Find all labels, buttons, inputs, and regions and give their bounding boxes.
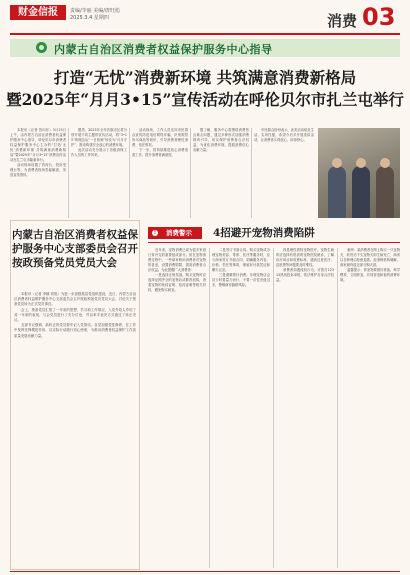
banner-text: 内蒙古自治区消费者权益保护服务中心指导 [54,43,273,56]
event-photo [318,128,400,218]
warning-icon [152,230,158,236]
photo-person-head [356,158,366,168]
paragraph: 活动现场设置了咨询台、投诉受理台等，为消费者现场答疑解惑，发放宣传资料。 [10,163,66,177]
photo-person-figure [328,166,346,218]
alert-rule [148,242,400,243]
headline-line-1: 打造“无忧”消费新环境 共筑满意消费新格局 [53,68,357,87]
headline-line-2: 暨2025年“月月3•15”宣传活动在呼伦贝尔市扎兰屯举行 [6,90,404,109]
main-story-column-4 [193,128,249,218]
photo-person-head [332,158,342,168]
photo-person-figure [376,166,394,218]
paragraph: 下一步，将持续推进放心消费创建工作，提升消费者满意度。 [132,148,188,157]
paragraph: 本报讯（记者 贺向东）3月15日上午，由内蒙古自治区消费者权益保护服务中心指导，呼伦贝尔市消费者权益保护服务中心主办的“打造‘无忧’消费新环境 共筑满意消费新格局”暨2025年“月月3•15”消费宣传活动在扎兰屯市隆重举行。 [10,128,66,162]
column-divider [129,128,130,218]
alert-column-2 [212,248,270,568]
paragraph: 据悉，2025年全年各旗市区将分别开展不同主题的宣传活动，将“3•15”的理念从“一日热闹”转变为“月月守护”，推动构建安全放心的消费环境。 [71,128,127,147]
issue-date: 2025.3.4 星期四 [70,15,109,21]
party-meeting-story-body [14,292,136,566]
photo-person-figure [352,166,370,218]
main-story-column-1 [10,128,66,218]
paragraph: 此次活动充分展示了各级消保工作人员的工作风采。 [71,148,127,157]
alert-column-4 [340,248,400,568]
column-divider [209,248,210,568]
paragraph: 支部书记强调，新转正的党员要牢记入党誓词，自觉加强党性修养，在工作中发挥先锋模范作用，以实际行动践行初心使命，为推动消费者权益保护工作高质量发展贡献力量。 [14,323,136,338]
consumer-alert-tag [148,227,202,239]
column-divider [273,248,274,568]
newspaper-logo: 财金信报 [10,5,66,20]
masthead-rule [10,33,400,35]
main-story-column-2 [71,128,127,218]
alert-title: 4招避开宠物消费陷阱 [213,227,315,239]
alert-column-1 [148,248,206,568]
paragraph: 活动现场，工作人员还向市民群众宣传防范电信网络诈骗、识别假冒伪劣商品等知识，引导消费者理性消费、依法维权。 [132,128,188,147]
editor-credits: 责编/李丽 美编/唐旺彪 [70,8,120,14]
main-story-column-5 [254,128,314,218]
photo-person-head [380,158,390,168]
section-title: 消费 [327,12,358,30]
consumer-association-logo-icon [36,42,47,53]
paragraph: 一是选择正规渠道。购买宠物时应选择证照齐全的宠物店或繁育机构，查看宠物的免疫证明、检疫证明等相关材料，避免购买病宠。 [148,273,206,292]
column-divider [251,128,252,218]
main-story-column-3 [132,128,188,218]
paragraph: 据了解，服务中心将围绕消费热点难点问题，通过多种形式加强消费教育引导，切实保护消费者合法权益，为优化消费环境、提振消费信心贡献力量。 [193,128,249,152]
alert-tag-label: 消费警示 [166,229,192,237]
paragraph: 消费者如遇侵权行为，可拨打12315热线投诉举报，依法维护自身合法权益。 [276,268,334,282]
paragraph: 会上，预备党员汇报了一年来的思想、学习和工作情况，入党介绍人介绍了其一年来的表现，与会党员进行了充分讨论，并以举手表决方式通过了转正决议。 [14,307,136,323]
page-number: 03 [362,3,396,31]
paragraph: 四是理性看待宠物医疗。宠物生病时应选择有资质的宠物医院就诊，了解诊疗项目和收费标准，遇到过度医疗、乱收费等问题要及时维权。 [276,248,334,267]
column-divider [337,248,338,568]
guidance-banner [10,39,400,57]
alert-column-3 [276,248,334,568]
column-divider [68,128,69,218]
paragraph: 本报讯（记者 李娜 刘悦）为进一步加强基层党组织建设，近日，内蒙古自治区消费者权益保护服务中心支部委员会召开按政预备党员党员大会，讨论关于预备党员转为正式党员事宜。 [14,292,136,307]
paragraph: 温馨提示：养宠物要做好准备，科学喂养，文明养宠，共同营造和谐的消费环境。 [340,268,400,282]
paragraph: 案例：某消费者在网上购买一只宠物犬，收货后不久宠物犬即生病死亡，商家以各种理由拒绝退款。经消保机构调解，商家最终退还部分购犬款。 [340,248,400,267]
paragraph: 二是签订书面合同。购买宠物或办理宠物美容、寄养、医疗等服务时，应与商家签订书面合同，明确服务内容、价格、责任等事项，保留好付款凭证和聊天记录。 [212,248,270,272]
paragraph: 市民群众纷纷表示，此类活动贴近生活、实用性强，希望今后多开展类似活动，让消费者买得放心、用得舒心。 [254,128,314,142]
paragraph: 近年来，宠物消费已成为很多家庭日常开支的重要组成部分。但在宠物消费过程中，一些商家利用消费者对宠物的喜爱，设置消费陷阱，损害消费者合法权益。为此提醒广大消费者： [148,248,206,272]
paragraph: 三是谨慎预付消费。办理宠物店会员卡时要量力而行，不要一次性充值过多，警惕商家跑路风险。 [212,273,270,287]
party-meeting-story-title: 内蒙古自治区消费者权益保护服务中心支部委员会召开按政预备党员党员大会 [12,229,138,269]
page-bottom-rule [10,571,400,572]
column-divider [190,128,191,218]
